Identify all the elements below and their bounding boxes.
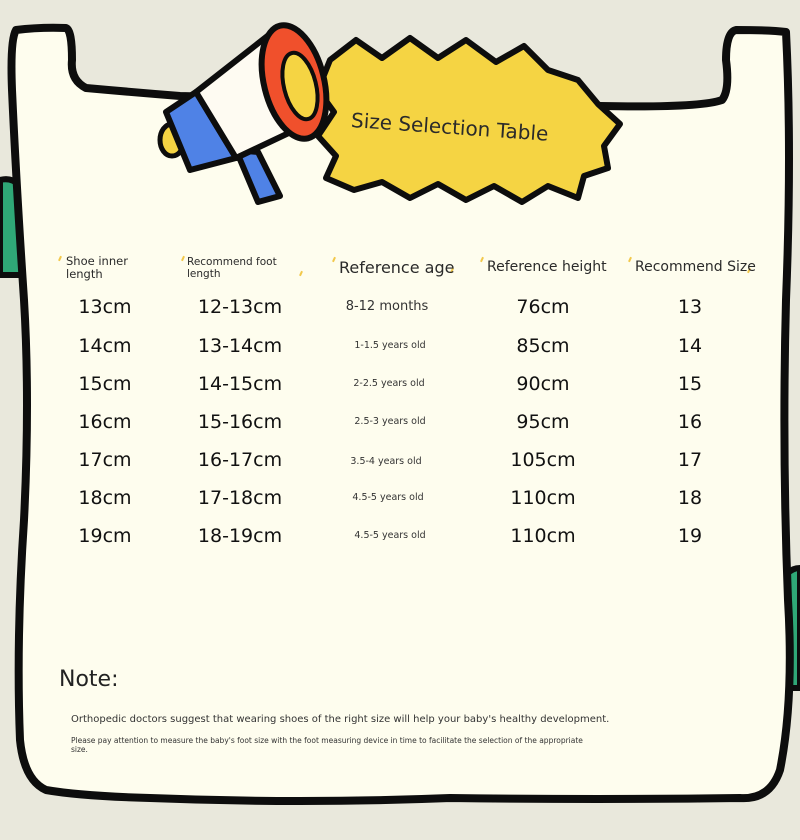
note-line-2: Please pay attention to measure the baby's foot size with the foot measuring device in time to facilitate the selection of the appropriate size. — [71, 736, 583, 754]
header-tick-mark — [58, 256, 62, 261]
cell-age: 8-12 months — [345, 299, 429, 314]
header-tick-mark — [480, 257, 484, 262]
header-tick-mark — [299, 271, 303, 276]
cell-foot-length: 16-17cm — [197, 449, 283, 471]
cell-age: 2.5-3 years old — [354, 416, 426, 427]
cell-shoe-length: 18cm — [78, 487, 132, 509]
cell-size: 13 — [677, 296, 703, 318]
header-shoe-inner-length: Shoe inner length — [66, 254, 128, 282]
header-recommend-size: Recommend Size — [635, 259, 756, 275]
cell-size: 16 — [677, 411, 703, 433]
header-tick-mark — [181, 256, 185, 261]
cell-foot-length: 17-18cm — [197, 487, 283, 509]
cell-foot-length: 18-19cm — [197, 525, 283, 547]
cell-foot-length: 12-13cm — [197, 296, 283, 318]
cell-shoe-length: 16cm — [78, 411, 132, 433]
header-tick-mark — [628, 257, 632, 262]
cell-height: 95cm — [516, 411, 570, 433]
cell-shoe-length: 15cm — [78, 373, 132, 395]
header-reference-age: Reference age — [339, 258, 455, 277]
cell-size: 15 — [677, 373, 703, 395]
cell-shoe-length: 17cm — [78, 449, 132, 471]
cell-height: 110cm — [510, 487, 576, 509]
cell-height: 110cm — [510, 525, 576, 547]
cell-age: 4.5-5 years old — [354, 530, 426, 541]
cell-height: 90cm — [516, 373, 570, 395]
cell-size: 19 — [677, 525, 703, 547]
cell-size: 17 — [677, 449, 703, 471]
cell-age: 3.5-4 years old — [350, 456, 422, 467]
cell-foot-length: 13-14cm — [197, 335, 283, 357]
header-recommend-foot-length: Recommend foot length — [187, 256, 277, 281]
cell-shoe-length: 19cm — [78, 525, 132, 547]
cell-height: 76cm — [516, 296, 570, 318]
cell-shoe-length: 13cm — [78, 296, 132, 318]
cell-size: 18 — [677, 487, 703, 509]
note-title: Note: — [59, 667, 119, 692]
note-line-1: Orthopedic doctors suggest that wearing shoes of the right size will help your baby's healthy development. — [71, 714, 610, 725]
cell-age: 1-1.5 years old — [354, 340, 426, 351]
cell-foot-length: 14-15cm — [197, 373, 283, 395]
cell-shoe-length: 14cm — [78, 335, 132, 357]
cell-age: 2-2.5 years old — [353, 378, 425, 389]
cell-height: 85cm — [516, 335, 570, 357]
header-tick-mark — [332, 257, 336, 262]
cell-foot-length: 15-16cm — [197, 411, 283, 433]
cell-age: 4.5-5 years old — [352, 492, 424, 503]
header-reference-height: Reference height — [487, 259, 607, 275]
cell-height: 105cm — [510, 449, 576, 471]
table-title: Size Selection Table — [350, 108, 550, 146]
cell-size: 14 — [677, 335, 703, 357]
